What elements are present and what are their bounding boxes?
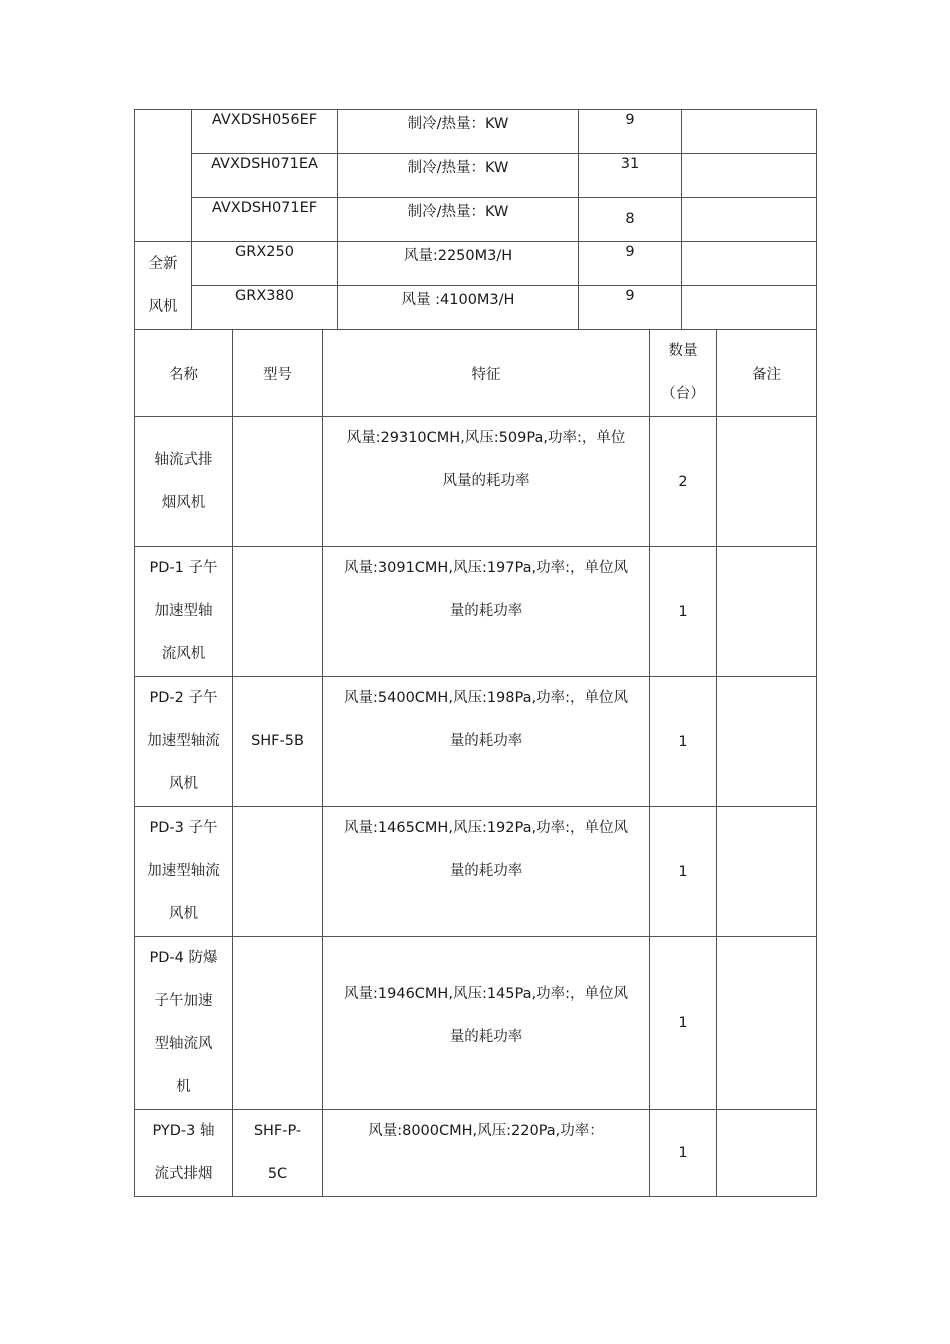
model-cell [233,547,323,677]
note-cell [717,937,817,1110]
name-line: 流风机 [161,646,206,662]
name-line: 风机 [169,906,198,922]
table-row [135,154,817,198]
qty-cell: 9 [579,286,682,330]
feature-cell [323,937,650,1110]
qty-cell: 9 [579,110,682,154]
table-row [135,417,817,547]
feature-line: 量的耗功率 [449,863,523,879]
qty-cell: 1 [650,807,717,937]
header-qty-line: （台） [661,386,705,402]
model-cell: GRX380 [192,286,338,330]
main-table [134,329,817,1197]
name-line: PD-3 子午 [149,820,218,836]
qty-cell: 8 [579,198,682,242]
note-cell [682,286,817,330]
feature-cell [323,547,650,677]
name-line: PYD-3 轴 [152,1123,215,1139]
name-cell [135,677,233,807]
table-row [135,677,817,807]
feature-line: 量的耗功率 [449,733,523,749]
model-cell [233,1110,323,1197]
note-cell [682,242,817,286]
feature-cell: 风量:2250M3/H [338,242,579,286]
header-feature: 特征 [323,330,650,417]
feature-line: 风量:8000CMH,风压:220Pa,功率： [368,1123,604,1139]
name-cell [135,807,233,937]
feature-cell [323,417,650,547]
note-cell [682,154,817,198]
name-line: 子午加速 [154,993,213,1009]
group-label-cell [135,110,192,242]
feature-cell [323,1110,650,1197]
table-row [135,286,817,330]
model-cell [233,937,323,1110]
note-cell [717,1110,817,1197]
name-cell [135,417,233,547]
header-note: 备注 [717,330,817,417]
feature-cell [323,677,650,807]
feature-cell: 制冷/热量：KW [338,110,579,154]
group-label-line: 风机 [148,298,178,315]
header-row [135,330,817,417]
feature-cell: 风量 :4100M3/H [338,286,579,330]
name-line: 加速型轴流 [147,733,220,749]
feature-line: 风量:3091CMH,风压:197Pa,功率:，单位风 [344,560,628,576]
table-row [135,937,817,1110]
name-cell [135,547,233,677]
name-line: PD-4 防爆 [149,950,218,966]
group-label-line: 全新 [148,255,178,272]
note-cell [717,807,817,937]
feature-line: 量的耗功率 [449,603,523,619]
feature-line: 风量:29310CMH,风压:509Pa,功率:，单位 [346,430,626,446]
note-cell [682,198,817,242]
table-row [135,242,817,286]
header-qty [650,330,717,417]
feature-line: 量的耗功率 [449,1029,523,1045]
feature-cell [323,807,650,937]
table-row [135,198,817,242]
feature-cell: 制冷/热量：KW [338,154,579,198]
note-cell [682,110,817,154]
qty-cell: 31 [579,154,682,198]
model-line: SHF-P- [253,1123,302,1139]
table-row [135,110,817,154]
table-row [135,807,817,937]
feature-line: 风量的耗功率 [442,473,530,489]
name-line: 加速型轴 [154,603,213,619]
model-cell: GRX250 [192,242,338,286]
feature-line: 风量:1946CMH,风压:145Pa,功率:，单位风 [344,986,628,1002]
name-cell [135,937,233,1110]
model-cell: AVXDSH071EF [192,198,338,242]
name-line: 风机 [169,776,198,792]
qty-cell: 1 [650,937,717,1110]
model-cell: AVXDSH071EA [192,154,338,198]
model-cell [233,417,323,547]
qty-cell: 2 [650,417,717,547]
feature-line: 风量:1465CMH,风压:192Pa,功率:，单位风 [344,820,628,836]
name-line: PD-2 子午 [149,690,218,706]
feature-cell: 制冷/热量：KW [338,198,579,242]
note-cell [717,677,817,807]
name-line: 型轴流风 [154,1036,213,1052]
table-row [135,547,817,677]
name-line: 烟风机 [161,494,206,511]
model-line: 5C [267,1166,288,1182]
name-line: 流式排烟 [154,1166,213,1182]
qty-cell: 1 [650,1110,717,1197]
note-cell [717,417,817,547]
qty-cell: 1 [650,677,717,807]
model-line: SHF-5B [251,733,304,749]
qty-cell: 9 [579,242,682,286]
header-model: 型号 [233,330,323,417]
name-line: 机 [176,1079,191,1095]
header-name: 名称 [135,330,233,417]
qty-cell: 1 [650,547,717,677]
header-qty-line: 数量 [668,343,698,359]
model-cell [233,807,323,937]
name-cell [135,1110,233,1197]
group-label-cell [135,242,192,330]
model-cell: AVXDSH056EF [192,110,338,154]
model-cell [233,677,323,807]
table-row [135,1110,817,1197]
name-line: 加速型轴流 [147,863,220,879]
name-line: 轴流式排 [154,451,213,468]
name-line: PD-1 子午 [149,560,218,576]
note-cell [717,547,817,677]
top-table [134,109,817,330]
feature-line: 风量:5400CMH,风压:198Pa,功率:，单位风 [344,690,628,706]
